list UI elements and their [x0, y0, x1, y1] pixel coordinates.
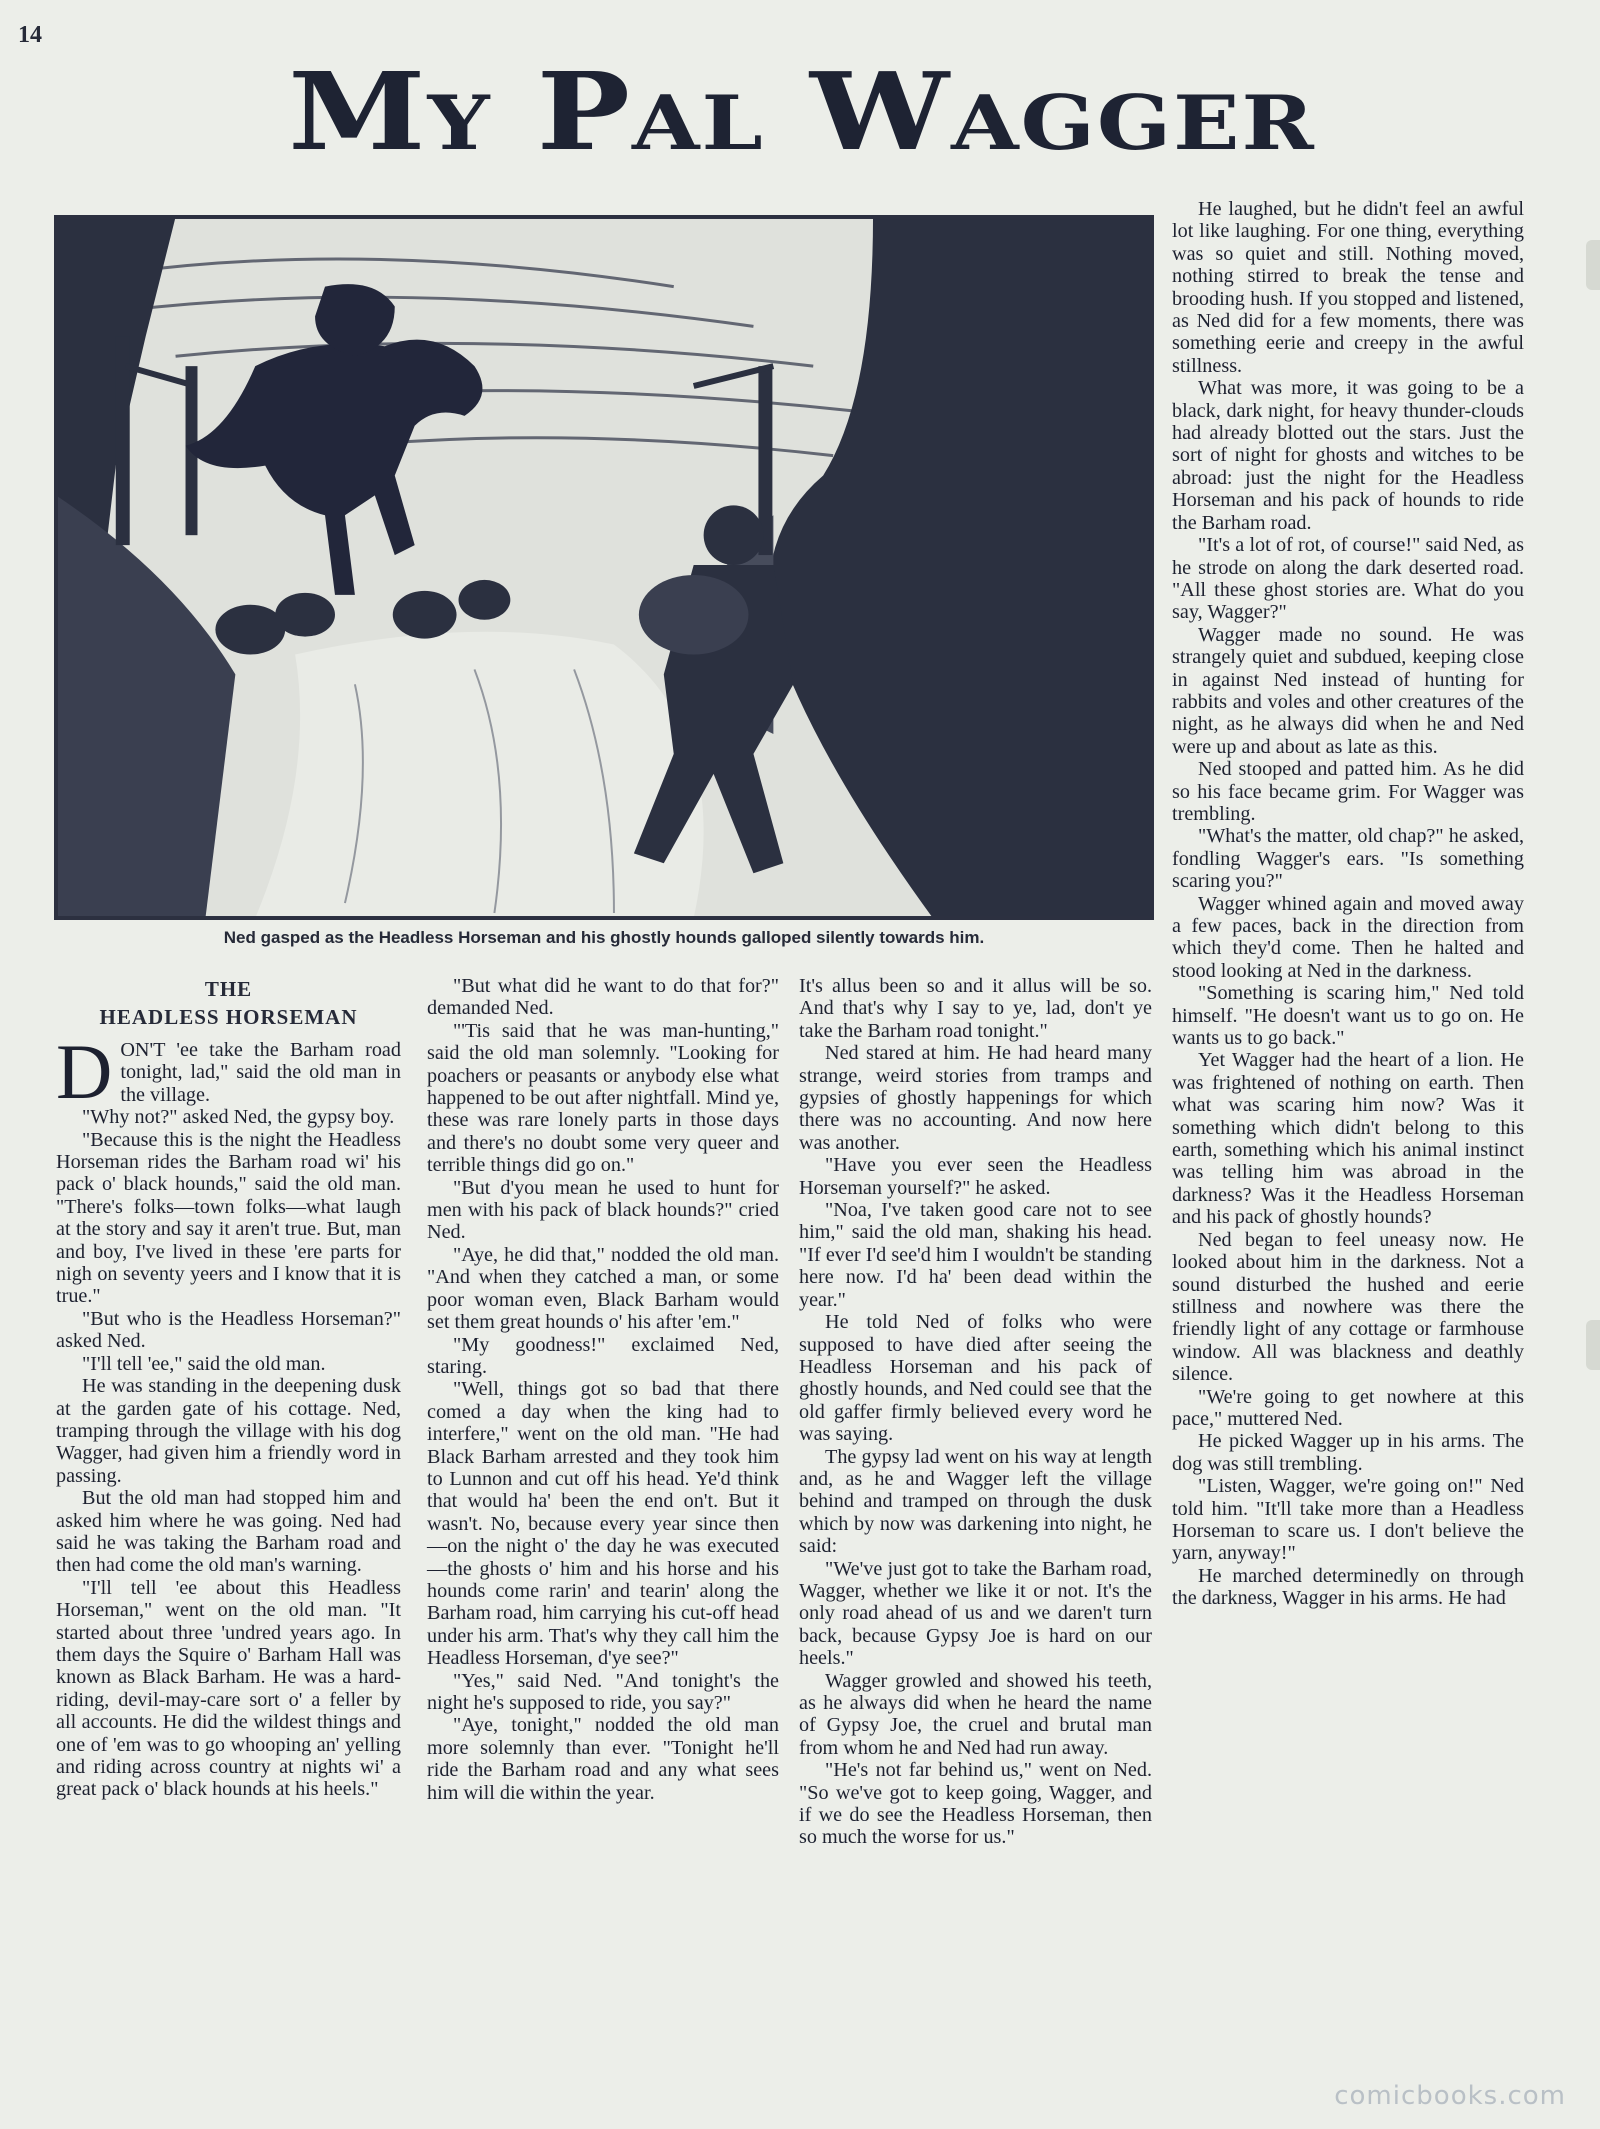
text-column-2 [427, 975, 779, 1804]
paragraph: "Why not?" asked Ned, the gypsy boy. [82, 1106, 395, 1129]
story-illustration [54, 215, 1154, 920]
paragraph [56, 1028, 401, 1115]
paragraph: "He's not far behind us," went on Ned. "So we've got to keep going, Wagger, and if we do see the Headless Horseman, then so much the worse for us." [799, 1759, 1152, 1849]
paragraph: "I'll tell 'ee about this Headless Horseman," went on the old man. "It started about three 'undred years ago. In them days the Squire o' Barham Hall was known as Black Barham. He was a hard-riding, devil-may-care sort o' a feller by all accounts. He did the wildest things and one of 'em was to go whooping an' yelling and riding across country at nights wi' a great pack o' black hounds at his heels." [56, 1576, 401, 1801]
paragraph: He told Ned of folks who were supposed to have died after seeing the Headless Horseman and his pack of ghostly hounds, and Ned could see that the old gaffer firmly believed every word he was saying. [799, 1311, 1152, 1446]
section-heading [56, 975, 401, 1031]
paragraph: "I'll tell 'ee," said the old man. [82, 1352, 326, 1375]
horseman-scene-image [56, 217, 1152, 918]
paragraph: "Noa, I've taken good care not to see him," said the old man, shaking his head. "If ever I'd see'd him I wouldn't be standing here now. I'd ha' been dead within the year." [799, 1199, 1152, 1311]
paragraph: "Well, things got so bad that there comed a day when the king had to interfere," went on the old man. "He had Black Barham arrested and they took him to Lunnon and cut off his head. Ye'd think that would ha' been the end on't. But it wasn't. No, because every year since then—on the night o' the day he was executed—the ghosts o' him and his horse and his hounds come rarin' and tearin' along the Barham road, him carrying his cut-off head under his arm. That's why they call him the Headless Horseman, d'ye see?" [427, 1378, 779, 1670]
section-heading-line-2: HEADLESS HORSEMAN [99, 1005, 358, 1029]
paragraph: "'Tis said that he was man-hunting," said the old man solemnly. "Looking for poachers or peasants or anybody else what happened to be out after nightfall. Mind ye, these was rare lonely parts in those days and there's no doubt some very queer and terrible things did go on." [427, 1019, 779, 1177]
paragraph: What was more, it was going to be a black, dark night, for heavy thunder-clouds had already blotted out the stars. Just the sort of night for ghosts and witches to be abroad: just the night for the Headless Horseman and his pack of hounds to ride the Barham road. [1172, 377, 1524, 534]
binding-hole [1586, 240, 1600, 290]
paragraph: "Have you ever seen the Headless Horseman yourself?" he asked. [799, 1154, 1152, 1199]
paragraph: "What's the matter, old chap?" he asked, fondling Wagger's ears. "Is something scaring you?" [1172, 825, 1524, 893]
illustration-caption: Ned gasped as the Headless Horseman and his ghostly hounds galloped silently towards him. [223, 928, 985, 947]
paragraph: He laughed, but he didn't feel an awful lot like laughing. For one thing, everything was so quiet and still. Nothing moved, nothing stirred to break the tense and brooding hush. If you stopped and listened, as Ned did for a few moments, there was something eerie and creepy in the awful stillness. [1172, 198, 1524, 377]
paragraph: But the old man had stopped him and asked him where he was going. Ned had said he was taking the Barham road and then had come the old man's warning. [56, 1487, 401, 1577]
paragraph: He picked Wagger up in his arms. The dog was still trembling. [1172, 1430, 1524, 1475]
paragraph: He marched determinedly on through the darkness, Wagger in his arms. He had [1172, 1564, 1524, 1610]
paragraph: Wagger whined again and moved away a few paces, back in the direction from which they'd come. Then he halted and stood looking at Ned in the darkness. [1172, 892, 1524, 982]
page-number: 14 [18, 22, 42, 48]
paragraph: Ned stooped and patted him. As he did so his face became grim. For Wagger was trembling. [1172, 758, 1524, 825]
paragraph: Yet Wagger had the heart of a lion. He was frightened of nothing on earth. Then what was scaring him now? Was it something which didn't belong to this earth, something which his animal instinct was telling him was abroad in the darkness? Was it the Headless Horseman and his pack of ghostly hounds? [1172, 1049, 1524, 1229]
paragraph: "Something is scaring him," Ned told himself. "He doesn't want us to go on. He wants us to go back." [1172, 982, 1524, 1050]
paragraph: "Aye, tonight," nodded the old man more solemnly than ever. "Tonight he'll ride the Barham road and any what sees him will die within the year. [427, 1714, 779, 1804]
paragraph: "We're going to get nowhere at this pace," muttered Ned. [1172, 1385, 1524, 1430]
paragraph: "Listen, Wagger, we're going on!" Ned told him. "It'll take more than a Headless Horseman to scare us. I don't believe the yarn, anyway!" [1172, 1475, 1524, 1565]
paragraph: The gypsy lad went on his way at length and, as he and Wagger left the village behind and tramped on through the dusk which by now was darkening into night, he said: [799, 1445, 1152, 1558]
paragraph: Ned began to feel uneasy now. He looked about him in the darkness. Not a sound disturbed the hushed and eerie stillness and nowhere was there the friendly light of any cottage or farmhouse window. All was blackness and deathly silence. [1172, 1228, 1524, 1386]
paragraph: "My goodness!" exclaimed Ned, staring. [427, 1333, 779, 1378]
paragraph: "But d'you mean he used to hunt for men with his pack of black hounds?" cried Ned. [427, 1176, 779, 1244]
drop-cap: D [56, 1028, 113, 1115]
paragraph: "We've just got to take the Barham road, Wagger, whether we like it or not. It's the only road ahead of us and we daren't turn back, because Gypsy Joe is hard on our heels." [799, 1557, 1152, 1670]
paragraph: He was standing in the deepening dusk at the garden gate of his cottage. Ned, tramping through the village with his dog Wagger, had given him a friendly word in passing. [56, 1375, 401, 1487]
section-heading-line-1: THE [204, 977, 253, 1001]
paragraph: Ned stared at him. He had heard many strange, weird stories from tramps and gypsies of ghostly happenings for which there was no accounting. And now here was another. [799, 1042, 1152, 1154]
paragraph-text: ON'T 'ee take the Barham road tonight, lad," said the old man in the village. [120, 1039, 401, 1106]
paragraph: "Because this is the night the Headless Horseman rides the Barham road wi' his pack o' black hounds," said the old man. "There's folks—town folks—what laugh at the story and say it aren't true. But, man and boy, I've lived in these 'ere parts for nigh on seventy yeers and I know that it is true." [56, 1128, 401, 1308]
paragraph: "But who is the Headless Horseman?" asked Ned. [56, 1307, 401, 1353]
paragraph: It's allus been so and it allus will be so. And that's why I say to ye, lad, don't ye take the Barham road tonight." [799, 975, 1152, 1042]
text-column-3 [799, 975, 1152, 1849]
paragraph: Wagger growled and showed his teeth, as he always did when he heard the name of Gypsy Joe, the cruel and brutal man from whom he and Ned had run away. [799, 1669, 1152, 1759]
paragraph: "Aye, he did that," nodded the old man. "And when they catched a man, or some poor woman even, Black Barham would set them great hounds o' his after 'em." [427, 1243, 779, 1334]
paragraph: Wagger made no sound. He was strangely quiet and subdued, keeping close in against Ned instead of hunting for rabbits and voles and other creatures of the night, as he always did when he and Ned were up and about as late as this. [1172, 623, 1524, 758]
text-column-1 [56, 975, 401, 1801]
story-title: My Pal Wagger [288, 49, 1316, 175]
paragraph: "Yes," said Ned. "And tonight's the night he's supposed to ride, you say?" [427, 1669, 779, 1714]
paragraph: "But what did he want to do that for?" demanded Ned. [427, 975, 779, 1020]
paragraph: "It's a lot of rot, of course!" said Ned, as he strode on along the dark deserted road. "All these ghost stories are. What do you say, Wagger?" [1172, 534, 1524, 624]
text-column-4 [1172, 198, 1524, 1610]
watermark: comicbooks.com [1334, 2081, 1566, 2111]
binding-hole [1586, 1320, 1600, 1370]
